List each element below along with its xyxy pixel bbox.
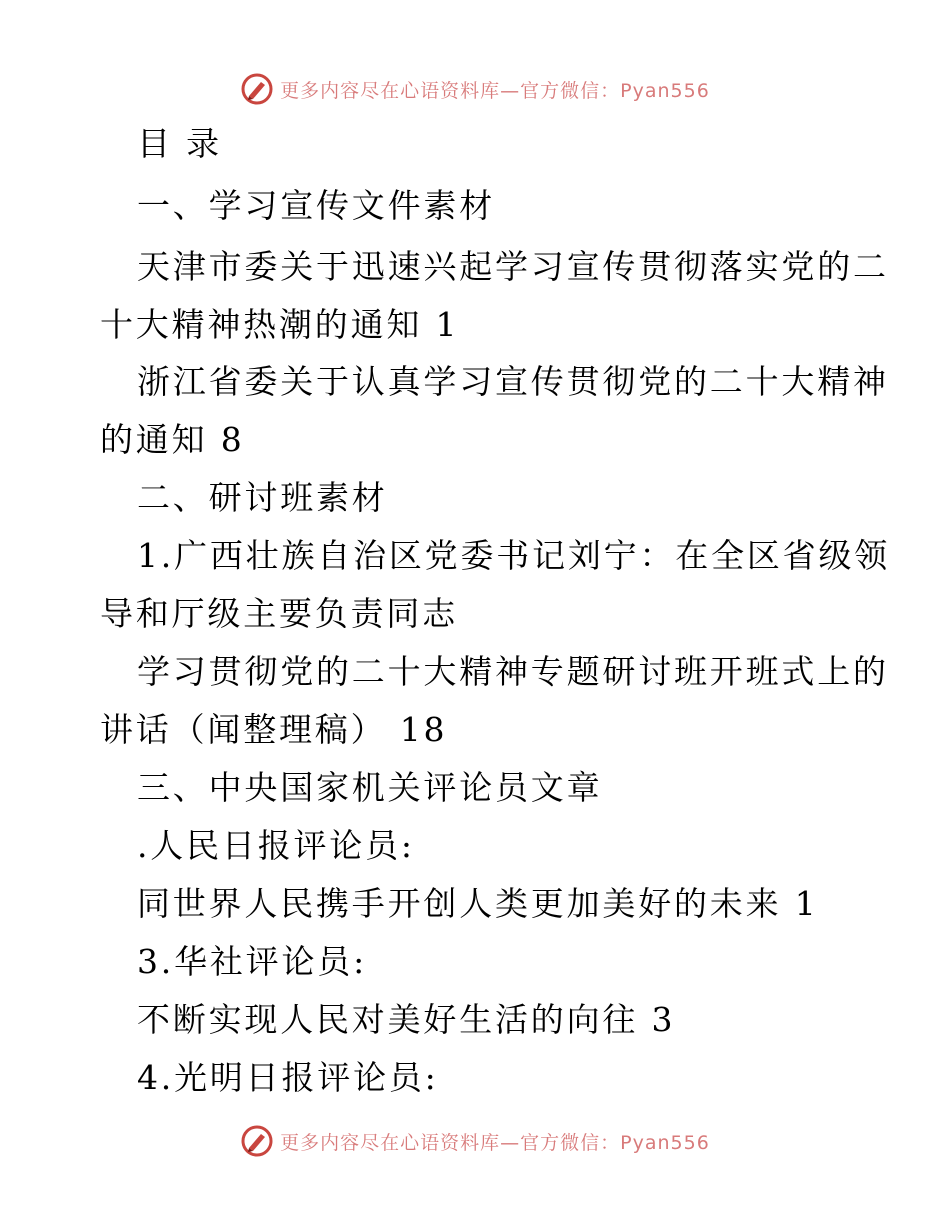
- toc-entry-line: 3.华社评论员:: [137, 942, 368, 981]
- toc-heading: 目 录: [137, 124, 222, 163]
- toc-section-2: 二、研讨班素材: [137, 478, 388, 517]
- toc-entry-line: .人民日报评论员:: [137, 826, 415, 865]
- pen-circle-logo-icon: [240, 1124, 274, 1158]
- footer-watermark: [0, 1124, 950, 1158]
- toc-entry-line: 浙江省委关于认真学习宣传贯彻党的二十大精神: [137, 362, 889, 401]
- toc-entry-line: 1.广西壮族自治区党委书记刘宁：在全区省级领: [137, 536, 891, 575]
- watermark-text: 更多内容尽在心语资料库—官方微信：Pyan556: [280, 1131, 710, 1154]
- toc-entry-line: 导和厅级主要负责同志: [100, 594, 458, 633]
- watermark-text: 更多内容尽在心语资料库—官方微信：Pyan556: [280, 79, 710, 102]
- toc-entry-line: 讲话（闻整理稿） 18: [100, 710, 448, 749]
- header-watermark: [0, 72, 950, 106]
- toc-entry-line: 学习贯彻党的二十大精神专题研讨班开班式上的: [137, 652, 889, 691]
- toc-entry-line: 4.光明日报评论员:: [137, 1058, 439, 1097]
- toc-entry-line: 的通知 8: [100, 420, 245, 459]
- toc-entry-line: 天津市委关于迅速兴起学习宣传贯彻落实党的二: [137, 247, 889, 286]
- toc-section-3: 三、中央国家机关评论员文章: [137, 768, 603, 807]
- toc-entry-line: 不断实现人民对美好生活的向往 3: [137, 1000, 676, 1039]
- toc-entry-line: 十大精神热潮的通知 1: [100, 305, 460, 344]
- pen-circle-logo-icon: [240, 72, 274, 106]
- toc-section-1: 一、学习宣传文件素材: [137, 186, 495, 225]
- toc-entry-line: 同世界人民携手开创人类更加美好的未来 1: [137, 884, 819, 923]
